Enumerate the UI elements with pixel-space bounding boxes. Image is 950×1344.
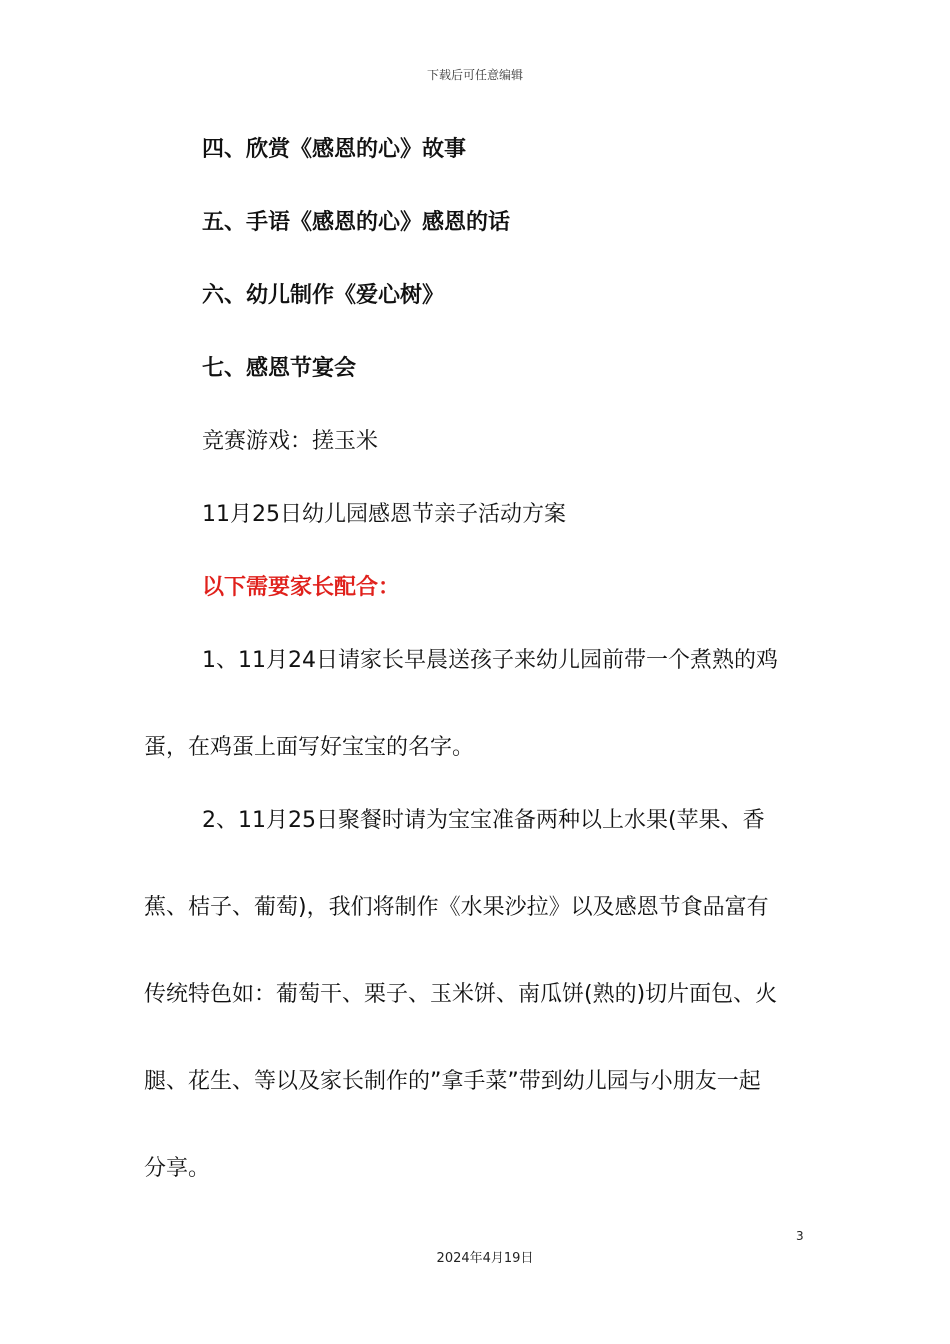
plan-title: 11月25日幼儿园感恩节亲子活动方案 — [202, 502, 566, 527]
footer-date: 2024年4月19日 — [436, 1251, 534, 1266]
heading-6: 六、幼儿制作《爱心树》 — [202, 283, 445, 308]
header-note: 下载后可任意编辑 — [426, 68, 523, 82]
item2-line4: 腿、花生、等以及家长制作的”拿手菜”带到幼儿园与小朋友一起 — [144, 1069, 761, 1094]
heading-7: 七、感恩节宴会 — [202, 356, 357, 381]
heading-5: 五、手语《感恩的心》感恩的话 — [202, 210, 511, 235]
page-number: 3 — [796, 1229, 804, 1243]
item1-line2: 蛋，在鸡蛋上面写好宝宝的名字。 — [144, 735, 475, 760]
item1-line1: 1、11月24日请家长早晨送孩子来幼儿园前带一个煮熟的鸡 — [202, 648, 778, 673]
heading-4: 四、欣赏《感恩的心》故事 — [202, 137, 467, 162]
item2-line2: 蕉、桔子、葡萄)，我们将制作《水果沙拉》以及感恩节食品富有 — [144, 895, 769, 920]
item2-line3: 传统特色如：葡萄干、栗子、玉米饼、南瓜饼(熟的)切片面包、火 — [144, 982, 778, 1007]
item2-line1: 2、11月25日聚餐时请为宝宝准备两种以上水果(苹果、香 — [202, 808, 765, 833]
item2-line5: 分享。 — [144, 1156, 211, 1181]
game-line: 竞赛游戏：搓玉米 — [202, 429, 379, 454]
parent-notice: 以下需要家长配合： — [202, 575, 401, 600]
